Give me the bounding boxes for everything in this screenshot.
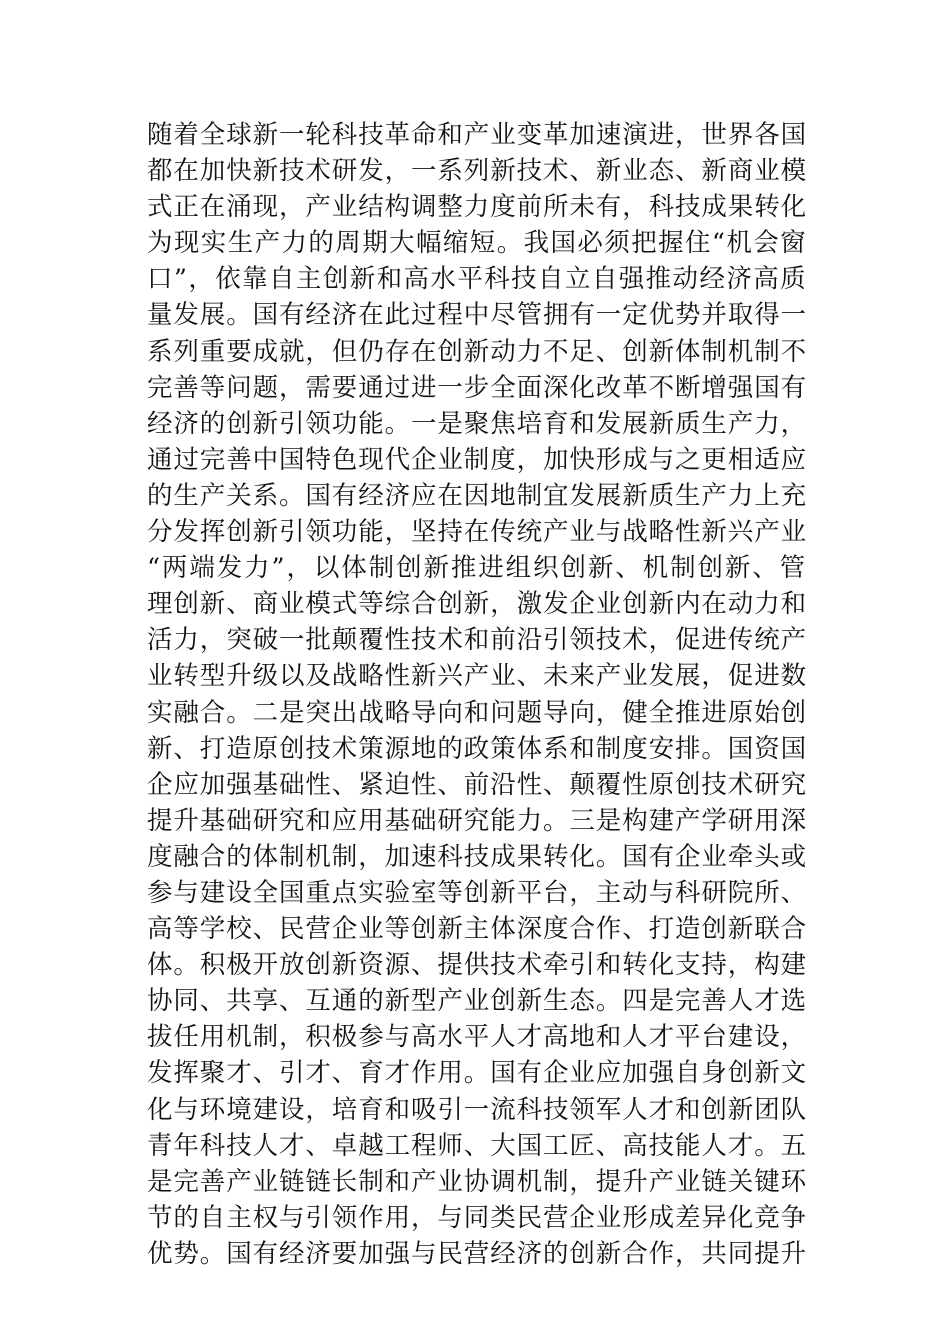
text-line: 实融合。二是突出战略导向和问题导向，健全推进原始创 <box>147 697 808 728</box>
text-line: 通过完善中国特色现代企业制度，加快形成与之更相适应 <box>147 444 808 475</box>
text-line: 理创新、商业模式等综合创新，激发企业创新内在动力和 <box>147 589 808 620</box>
text-line: 业转型升级以及战略性新兴产业、未来产业发展，促进数 <box>147 661 808 692</box>
text-line: 随着全球新一轮科技革命和产业变革加速演进，世界各国 <box>147 120 808 150</box>
text-line: 都在加快新技术研发，一系列新技术、新业态、新商业模 <box>147 156 808 187</box>
text-line: 的生产关系。国有经济应在因地制宜发展新质生产力上充 <box>147 480 808 511</box>
text-line: “两端发力”，以体制创新推进组织创新、机制创新、管 <box>147 553 808 584</box>
text-line: 经济的创新引领功能。一是聚焦培育和发展新质生产力， <box>147 408 808 439</box>
text-line: 化与环境建设，培育和吸引一流科技领军人才和创新团队 <box>147 1094 808 1125</box>
text-line: 体。积极开放创新资源、提供技术牵引和转化支持，构建 <box>147 950 808 981</box>
text-line: 参与建设全国重点实验室等创新平台，主动与科研院所、 <box>147 877 808 908</box>
text-line: 分发挥创新引领功能，坚持在传统产业与战略性新兴产业 <box>147 517 808 548</box>
text-line: 度融合的体制机制，加速科技成果转化。国有企业牵头或 <box>147 841 808 872</box>
text-line: 协同、共享、互通的新型产业创新生态。四是完善人才选 <box>147 986 808 1017</box>
text-line: 是完善产业链链长制和产业协调机制，提升产业链关键环 <box>147 1166 808 1197</box>
text-line: 式正在涌现，产业结构调整力度前所未有，科技成果转化 <box>147 192 808 223</box>
text-line: 系列重要成就，但仍存在创新动力不足、创新体制机制不 <box>147 336 808 367</box>
text-line: 提升基础研究和应用基础研究能力。三是构建产学研用深 <box>147 805 808 836</box>
text-line: 发挥聚才、引才、育才作用。国有企业应加强自身创新文 <box>147 1058 808 1089</box>
text-line: 优势。国有经济要加强与民营经济的创新合作，共同提升 <box>147 1238 808 1269</box>
text-line: 量发展。国有经济在此过程中尽管拥有一定优势并取得一 <box>147 300 808 331</box>
text-line: 企应加强基础性、紧迫性、前沿性、颠覆性原创技术研究 <box>147 769 808 800</box>
text-line: 完善等问题，需要通过进一步全面深化改革不断增强国有 <box>147 372 808 403</box>
text-line: 青年科技人才、卓越工程师、大国工匠、高技能人才。五 <box>147 1130 808 1161</box>
body-text <box>147 117 807 1272</box>
text-line: 活力，突破一批颠覆性技术和前沿引领技术，促进传统产 <box>147 625 808 656</box>
text-line: 高等学校、民营企业等创新主体深度合作、打造创新联合 <box>147 914 808 945</box>
text-line: 节的自主权与引领作用，与同类民营企业形成差异化竞争 <box>147 1202 808 1233</box>
text-line: 拔任用机制，积极参与高水平人才高地和人才平台建设， <box>147 1022 808 1053</box>
text-line: 口”，依靠自主创新和高水平科技自立自强推动经济高质 <box>147 264 808 295</box>
text-line: 新、打造原创技术策源地的政策体系和制度安排。国资国 <box>147 733 808 764</box>
text-line: 为现实生产力的周期大幅缩短。我国必须把握住“机会窗 <box>147 228 808 259</box>
